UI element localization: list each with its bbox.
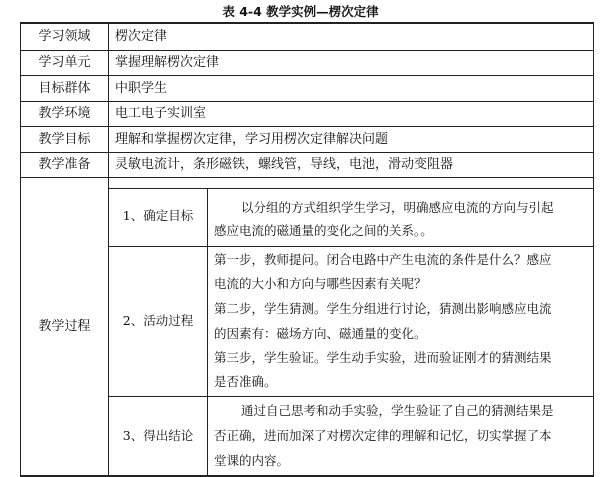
process-label: 教学过程 <box>38 319 91 334</box>
row-divider <box>20 177 594 178</box>
row-label: 学习单元 <box>38 55 91 70</box>
row-label: 学习领域 <box>38 29 91 44</box>
step-line: 以分组的方式组织学生学习，明确感应电流的方向与引起 <box>241 200 554 215</box>
step-line: 是否准确。 <box>214 374 277 389</box>
row-value: 掌握理解楞次定律 <box>115 55 220 70</box>
inner-row-divider <box>108 246 593 247</box>
inner-row-divider <box>108 396 593 397</box>
step-line: 堂课的内容。 <box>214 453 290 468</box>
row-label: 教学准备 <box>38 157 91 172</box>
table-right-border <box>593 22 594 477</box>
step-line: 否正确，进而加深了对楞次定律的理解和记忆，切实掌握了本 <box>214 428 552 443</box>
inner-table-top <box>108 188 593 189</box>
inner-step-column-divider <box>207 188 208 475</box>
row-value: 电工电子实训室 <box>115 106 207 121</box>
row-label: 教学目标 <box>38 132 91 147</box>
row-value: 楞次定律 <box>115 29 168 44</box>
row-label: 教学环境 <box>38 106 91 121</box>
step-line: 电流的大小和方向与哪些因素有关呢？ <box>214 276 427 291</box>
row-value: 灵敏电流计，条形磁铁，螺线管，导线，电池，滑动变阻器 <box>115 157 454 172</box>
step-name: 2、活动过程 <box>122 313 194 328</box>
table-caption: 表 4-4 教学实例—楞次定律 <box>222 4 379 19</box>
row-value: 中职学生 <box>115 81 168 96</box>
step-name: 1、确定目标 <box>122 208 194 223</box>
step-line: 第三步，学生验证。学生动手实验，进而验证刚才的猜测结果 <box>214 350 552 365</box>
step-name: 3、得出结论 <box>122 428 194 443</box>
step-line: 的因素有：磁场方向、磁通量的变化。 <box>214 326 427 341</box>
row-value: 理解和掌握楞次定律，学习用楞次定律解决问题 <box>115 132 389 147</box>
step-line: 第一步，教师提问。闭合电路中产生电流的条件是什么？感应 <box>214 252 552 267</box>
step-line: 感应电流的磁通量的变化之间的关系。。 <box>214 223 433 238</box>
step-line: 通过自己思考和动手实验，学生验证了自己的猜测结果是 <box>241 403 554 418</box>
row-label: 目标群体 <box>38 81 91 96</box>
step-line: 第二步，学生猜测。学生分组进行讨论，猜测出影响感应电流 <box>214 301 552 316</box>
